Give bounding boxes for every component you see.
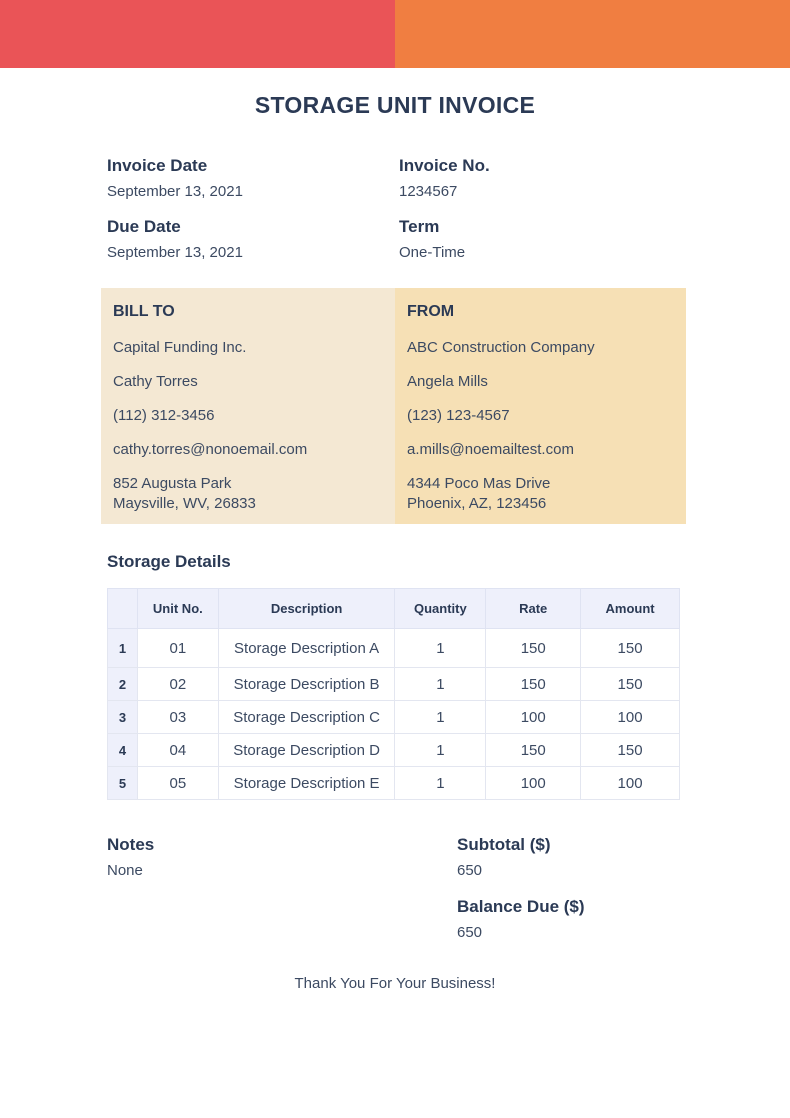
notes-value: None <box>107 862 143 879</box>
description-cell: Storage Description E <box>218 767 395 800</box>
description-cell: Storage Description D <box>218 734 395 767</box>
from-contact: Angela Mills <box>407 373 488 390</box>
amount-cell: 150 <box>581 668 680 701</box>
rate-cell: 150 <box>486 629 581 668</box>
from-company: ABC Construction Company <box>407 339 595 356</box>
description-cell: Storage Description C <box>218 701 395 734</box>
invoice-no-block <box>399 156 679 200</box>
amount-cell: 100 <box>581 767 680 800</box>
rate-cell: 150 <box>486 668 581 701</box>
amount-cell: 100 <box>581 701 680 734</box>
column-header-amount: Amount <box>581 589 680 629</box>
description-cell: Storage Description A <box>218 629 395 668</box>
invoice-no-value: 1234567 <box>399 183 458 200</box>
quantity-cell: 1 <box>395 668 486 701</box>
unit-no-cell: 02 <box>137 668 218 701</box>
rate-cell: 150 <box>486 734 581 767</box>
notes-label: Notes <box>107 835 155 854</box>
bill-to-address-line1: 852 Augusta Park <box>113 475 232 492</box>
unit-no-cell: 04 <box>137 734 218 767</box>
bill-to-company: Capital Funding Inc. <box>113 339 247 356</box>
invoice-date-block <box>107 156 387 200</box>
term-value: One-Time <box>399 244 466 261</box>
quantity-cell: 1 <box>395 629 486 668</box>
subtotal-label: Subtotal ($) <box>457 835 551 854</box>
row-index: 4 <box>108 734 138 767</box>
table-row <box>108 668 680 701</box>
invoice-date-value: September 13, 2021 <box>107 183 243 200</box>
rate-cell: 100 <box>486 701 581 734</box>
term-label: Term <box>399 217 440 236</box>
header-band-right <box>395 0 790 68</box>
unit-no-cell: 05 <box>137 767 218 800</box>
invoice-title: STORAGE UNIT INVOICE <box>254 92 536 118</box>
from-address-line2: Phoenix, AZ, 123456 <box>407 495 547 512</box>
row-index: 2 <box>108 668 138 701</box>
rate-cell: 100 <box>486 767 581 800</box>
table-row <box>108 734 680 767</box>
header-band-left <box>0 0 395 68</box>
due-date-block <box>107 217 387 261</box>
quantity-cell: 1 <box>395 734 486 767</box>
due-date-label: Due Date <box>107 217 181 236</box>
thank-you-message: Thank You For Your Business! <box>294 975 496 992</box>
row-index: 1 <box>108 629 138 668</box>
table-row <box>108 767 680 800</box>
unit-no-cell: 03 <box>137 701 218 734</box>
table-header-row <box>108 589 680 629</box>
row-index: 5 <box>108 767 138 800</box>
invoice-date-label: Invoice Date <box>107 156 208 175</box>
subtotal-block <box>457 835 551 879</box>
quantity-cell: 1 <box>395 701 486 734</box>
from-address-line1: 4344 Poco Mas Drive <box>407 475 551 492</box>
bill-to-contact: Cathy Torres <box>113 373 198 390</box>
column-header-rate: Rate <box>486 589 581 629</box>
term-block <box>399 217 679 261</box>
quantity-cell: 1 <box>395 767 486 800</box>
table-row <box>108 629 680 668</box>
row-index: 3 <box>108 701 138 734</box>
column-header-index <box>108 589 138 629</box>
storage-details-title: Storage Details <box>107 552 231 571</box>
column-header-quantity: Quantity <box>395 589 486 629</box>
column-header-unit-no: Unit No. <box>137 589 218 629</box>
bill-to-heading: BILL TO <box>113 303 175 320</box>
from-panel <box>395 288 686 524</box>
from-phone: (123) 123-4567 <box>407 407 510 424</box>
description-cell: Storage Description B <box>218 668 395 701</box>
balance-due-block <box>457 897 585 941</box>
from-heading: FROM <box>407 303 455 320</box>
column-header-description: Description <box>218 589 395 629</box>
subtotal-value: 650 <box>457 862 483 879</box>
notes-block <box>107 835 154 879</box>
bill-to-address-line2: Maysville, WV, 26833 <box>113 495 256 512</box>
balance-due-value: 650 <box>457 924 483 941</box>
table-row <box>108 701 680 734</box>
unit-no-cell: 01 <box>137 629 218 668</box>
storage-details-table <box>107 588 680 800</box>
bill-to-panel <box>101 288 395 524</box>
from-email: a.mills@noemailtest.com <box>407 441 574 458</box>
amount-cell: 150 <box>581 629 680 668</box>
invoice-no-label: Invoice No. <box>399 156 490 175</box>
due-date-value: September 13, 2021 <box>107 244 243 261</box>
amount-cell: 150 <box>581 734 680 767</box>
balance-due-label: Balance Due ($) <box>457 897 585 916</box>
bill-to-email: cathy.torres@nonoemail.com <box>113 441 308 458</box>
bill-to-phone: (112) 312-3456 <box>113 407 215 424</box>
